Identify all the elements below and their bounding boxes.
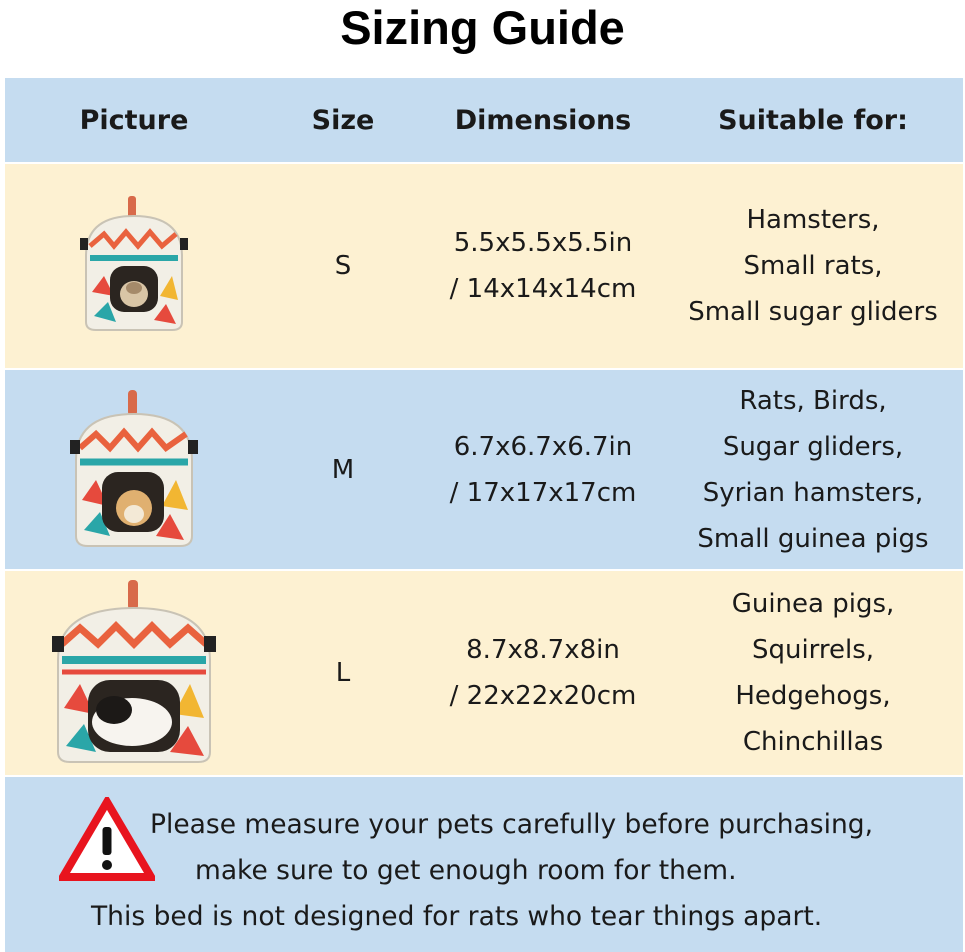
- guinea-pig-house-icon: [52, 580, 216, 766]
- suitable-line: Syrian hamsters,: [702, 477, 924, 508]
- dimensions-inches: 6.7x6.7x6.7in: [453, 431, 633, 462]
- dimensions-cell: [423, 424, 663, 516]
- dimensions-cell: [423, 627, 663, 719]
- table-row-medium: [5, 370, 963, 571]
- product-picture-small: [5, 196, 263, 336]
- suitable-line: Sugar gliders,: [722, 431, 904, 462]
- suitable-for-cell: [663, 581, 963, 765]
- product-picture-medium: [5, 390, 263, 550]
- size-label: L: [335, 658, 351, 688]
- notice-line-2: make sure to get enough room for them.: [195, 855, 737, 886]
- table-row-small: [5, 164, 963, 370]
- table-row-large: [5, 571, 963, 777]
- dimensions-cm: / 17x17x17cm: [449, 477, 637, 508]
- suitable-for-cell: [663, 378, 963, 562]
- warning-triangle-icon: [59, 797, 155, 883]
- suitable-line: Hamsters,: [746, 205, 880, 235]
- size-label: M: [331, 454, 355, 485]
- dimensions-cm: / 14x14x14cm: [449, 274, 637, 304]
- warning-notice: [5, 777, 963, 952]
- suitable-for-cell: [663, 197, 963, 335]
- product-picture-large: [5, 580, 263, 766]
- suitable-line: Small guinea pigs: [697, 523, 929, 554]
- dimensions-cm: / 22x22x20cm: [449, 681, 637, 711]
- dimensions-inches: 5.5x5.5x5.5in: [453, 228, 633, 258]
- suitable-line: Squirrels,: [751, 635, 875, 665]
- suitable-line: Small rats,: [743, 251, 883, 281]
- dimensions-inches: 8.7x8.7x8in: [466, 635, 620, 665]
- suitable-line: Guinea pigs,: [731, 589, 895, 619]
- page-title: Sizing Guide: [340, 1, 625, 54]
- suitable-line: Small sugar gliders: [688, 297, 938, 327]
- header-suitable-for: Suitable for:: [718, 104, 908, 136]
- table-header-row: [5, 78, 963, 164]
- hamster-house-icon: [70, 390, 198, 550]
- hamster-house-icon: [80, 196, 188, 336]
- dimensions-cell: [423, 220, 663, 312]
- suitable-line: Rats, Birds,: [739, 385, 887, 416]
- sizing-table: [5, 78, 963, 952]
- suitable-line: Hedgehogs,: [735, 681, 891, 711]
- size-label: S: [334, 251, 352, 281]
- notice-line-3: This bed is not designed for rats who tear things apart.: [91, 901, 823, 932]
- header-picture: Picture: [79, 104, 189, 136]
- header-dimensions: Dimensions: [454, 104, 632, 136]
- header-size: Size: [311, 104, 375, 136]
- notice-line-1: Please measure your pets carefully before purchasing,: [150, 809, 874, 840]
- suitable-line: Chinchillas: [742, 727, 884, 757]
